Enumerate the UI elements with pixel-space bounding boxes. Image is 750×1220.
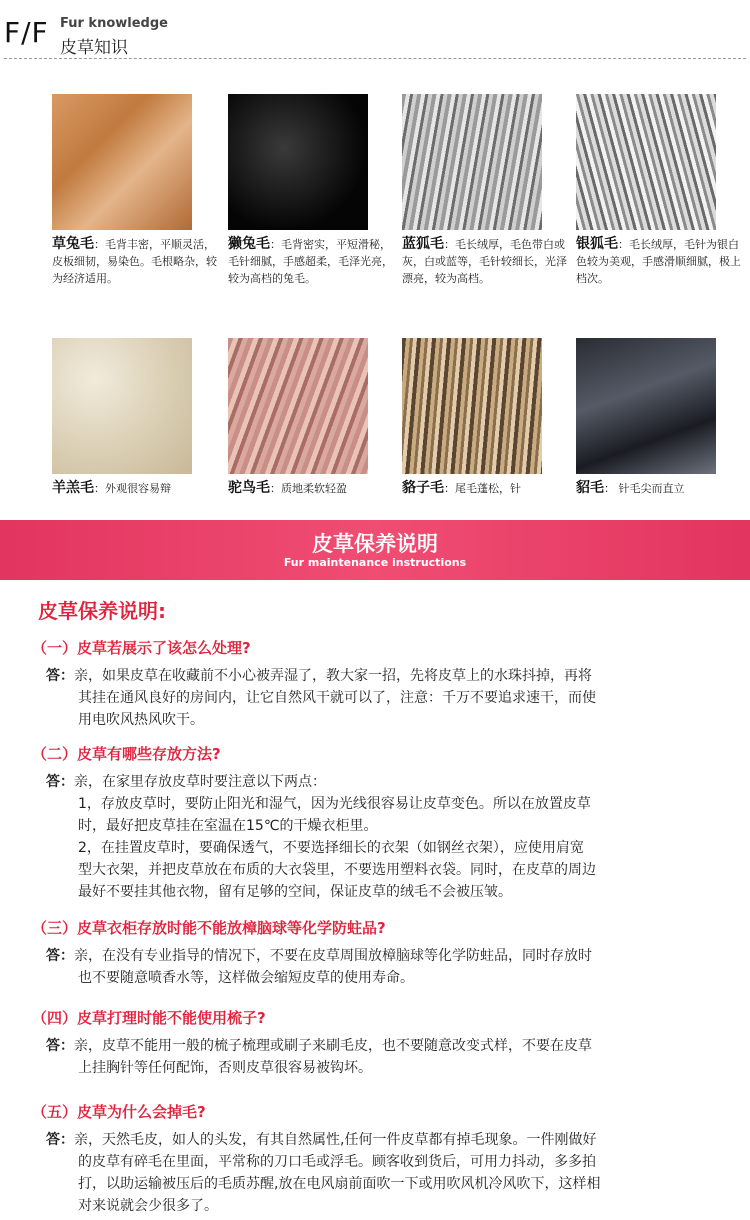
fur-card (402, 338, 572, 497)
fur-description: 驼鸟毛：质地柔软轻盈 (228, 480, 347, 496)
fur-card (402, 94, 572, 287)
maintenance-banner (0, 520, 750, 580)
fur-description: 蓝狐毛：毛长绒厚，毛色带白或灰，白或蓝等，毛针较细长，光泽漂亮，较为高档。 (402, 236, 567, 285)
answer-label: 答： (46, 774, 74, 790)
question-heading: （三）皮草衣柜存放时能不能放樟脑球等化学防蛀品? (32, 919, 386, 937)
header-divider (4, 58, 746, 59)
answer-label: 答： (46, 948, 74, 964)
question-heading: （四）皮草打理时能不能使用梳子? (32, 1009, 266, 1027)
fur-swatch-image (52, 94, 192, 230)
fur-card (52, 338, 222, 497)
question-heading: （一）皮草若展示了该怎么处理? (32, 639, 251, 657)
answer-block: 答：亲，皮草不能用一般的梳子梳理或刷子来刷毛皮，也不要随意改变式样，不要在皮草 上挂胸针等任何配饰，否则皮草很容易被钩坏。 (46, 1038, 592, 1076)
fur-description: 獭兔毛：毛背密实，平短滑秘，毛针细腻，手感超柔，毛泽光亮，较为高档的兔毛。 (228, 236, 393, 285)
fur-swatch-image (576, 94, 716, 230)
fur-swatch-image (228, 94, 368, 230)
page-header (0, 0, 750, 60)
fur-swatch-image (52, 338, 192, 474)
answer-block: 答：亲，天然毛皮，如人的头发，有其自然属性,任何一件皮草都有掉毛现象。一件刚做好 的皮草有碎毛在里面，平常称的刀口毛或浮毛。顾客收到货后，可用力抖动，多多拍 打，以助运输被压后的毛质苏醒,放在电风扇前面吹一下或用吹风机冷风吹下，这样相 对来说就会少很多了。 (46, 1132, 601, 1214)
header-title-en: Fur knowledge (60, 16, 168, 31)
fur-description: 草兔毛：毛背丰密，平顺灵活，皮板细韧，易染色。毛根略杂，较为经济适用。 (52, 236, 217, 285)
fur-card (52, 94, 222, 287)
fur-description: 貉子毛：尾毛蓬松，针 (402, 480, 521, 496)
fur-swatch-image (402, 338, 542, 474)
answer-block: 答：亲，在没有专业指导的情况下，不要在皮草周围放樟脑球等化学防蛀品，同时存放时 也不要随意喷香水等，这样做会缩短皮草的使用寿命。 (46, 948, 592, 986)
brand-logo: F/F (4, 16, 49, 49)
fur-card (228, 338, 398, 497)
fur-swatch-image (576, 338, 716, 474)
answer-block: 答：亲，在家里存放皮草时要注意以下两点： 1，存放皮草时，要防止阳光和湿气，因为光线很容易让皮草变色。所以在放置皮草 时，最好把皮草挂在室温在15℃的干燥衣柜里。 2，在挂置皮草时，要确保透气，不要选择细长的衣架（如钢丝衣架），应使用肩宽 型大衣架，并把皮草放在布质的大衣袋里，不要选用塑料衣袋。同时，在皮草的周边 最好不要挂其他衣物，留有足够的空间，保证皮草的绒毛不会被压皱。 (46, 774, 596, 900)
answer-block: 答：亲，如果皮草在收藏前不小心被弄湿了，教大家一招，先将皮草上的水珠抖掉，再将 其挂在通风良好的房间内，让它自然风干就可以了，注意：千万不要追求速干，而使 用电吹风热风吹干。 (46, 668, 596, 728)
answer-label: 答： (46, 1038, 74, 1054)
fur-card (576, 94, 746, 287)
answer-label: 答： (46, 668, 74, 684)
fur-description: 羊羔毛：外观很容易辩 (52, 480, 171, 496)
fur-swatch-image (228, 338, 368, 474)
banner-subtitle: Fur maintenance instructions (283, 556, 467, 569)
fur-description: 银狐毛：毛长绒厚，毛针为银白色较为美观，手感滑顺细腻，极上档次。 (576, 236, 741, 285)
header-title-cn: 皮草知识 (60, 38, 128, 58)
fur-description: 貂毛： 针毛尖而直立 (576, 480, 685, 496)
question-heading: （五）皮草为什么会掉毛? (32, 1103, 206, 1121)
banner-title: 皮草保养说明 (312, 532, 438, 556)
answer-label: 答： (46, 1132, 74, 1148)
fur-card (228, 94, 398, 287)
section-heading: 皮草保养说明: (38, 599, 166, 623)
fur-card (576, 338, 746, 497)
question-heading: （二）皮草有哪些存放方法? (32, 745, 221, 763)
fur-swatch-image (402, 94, 542, 230)
